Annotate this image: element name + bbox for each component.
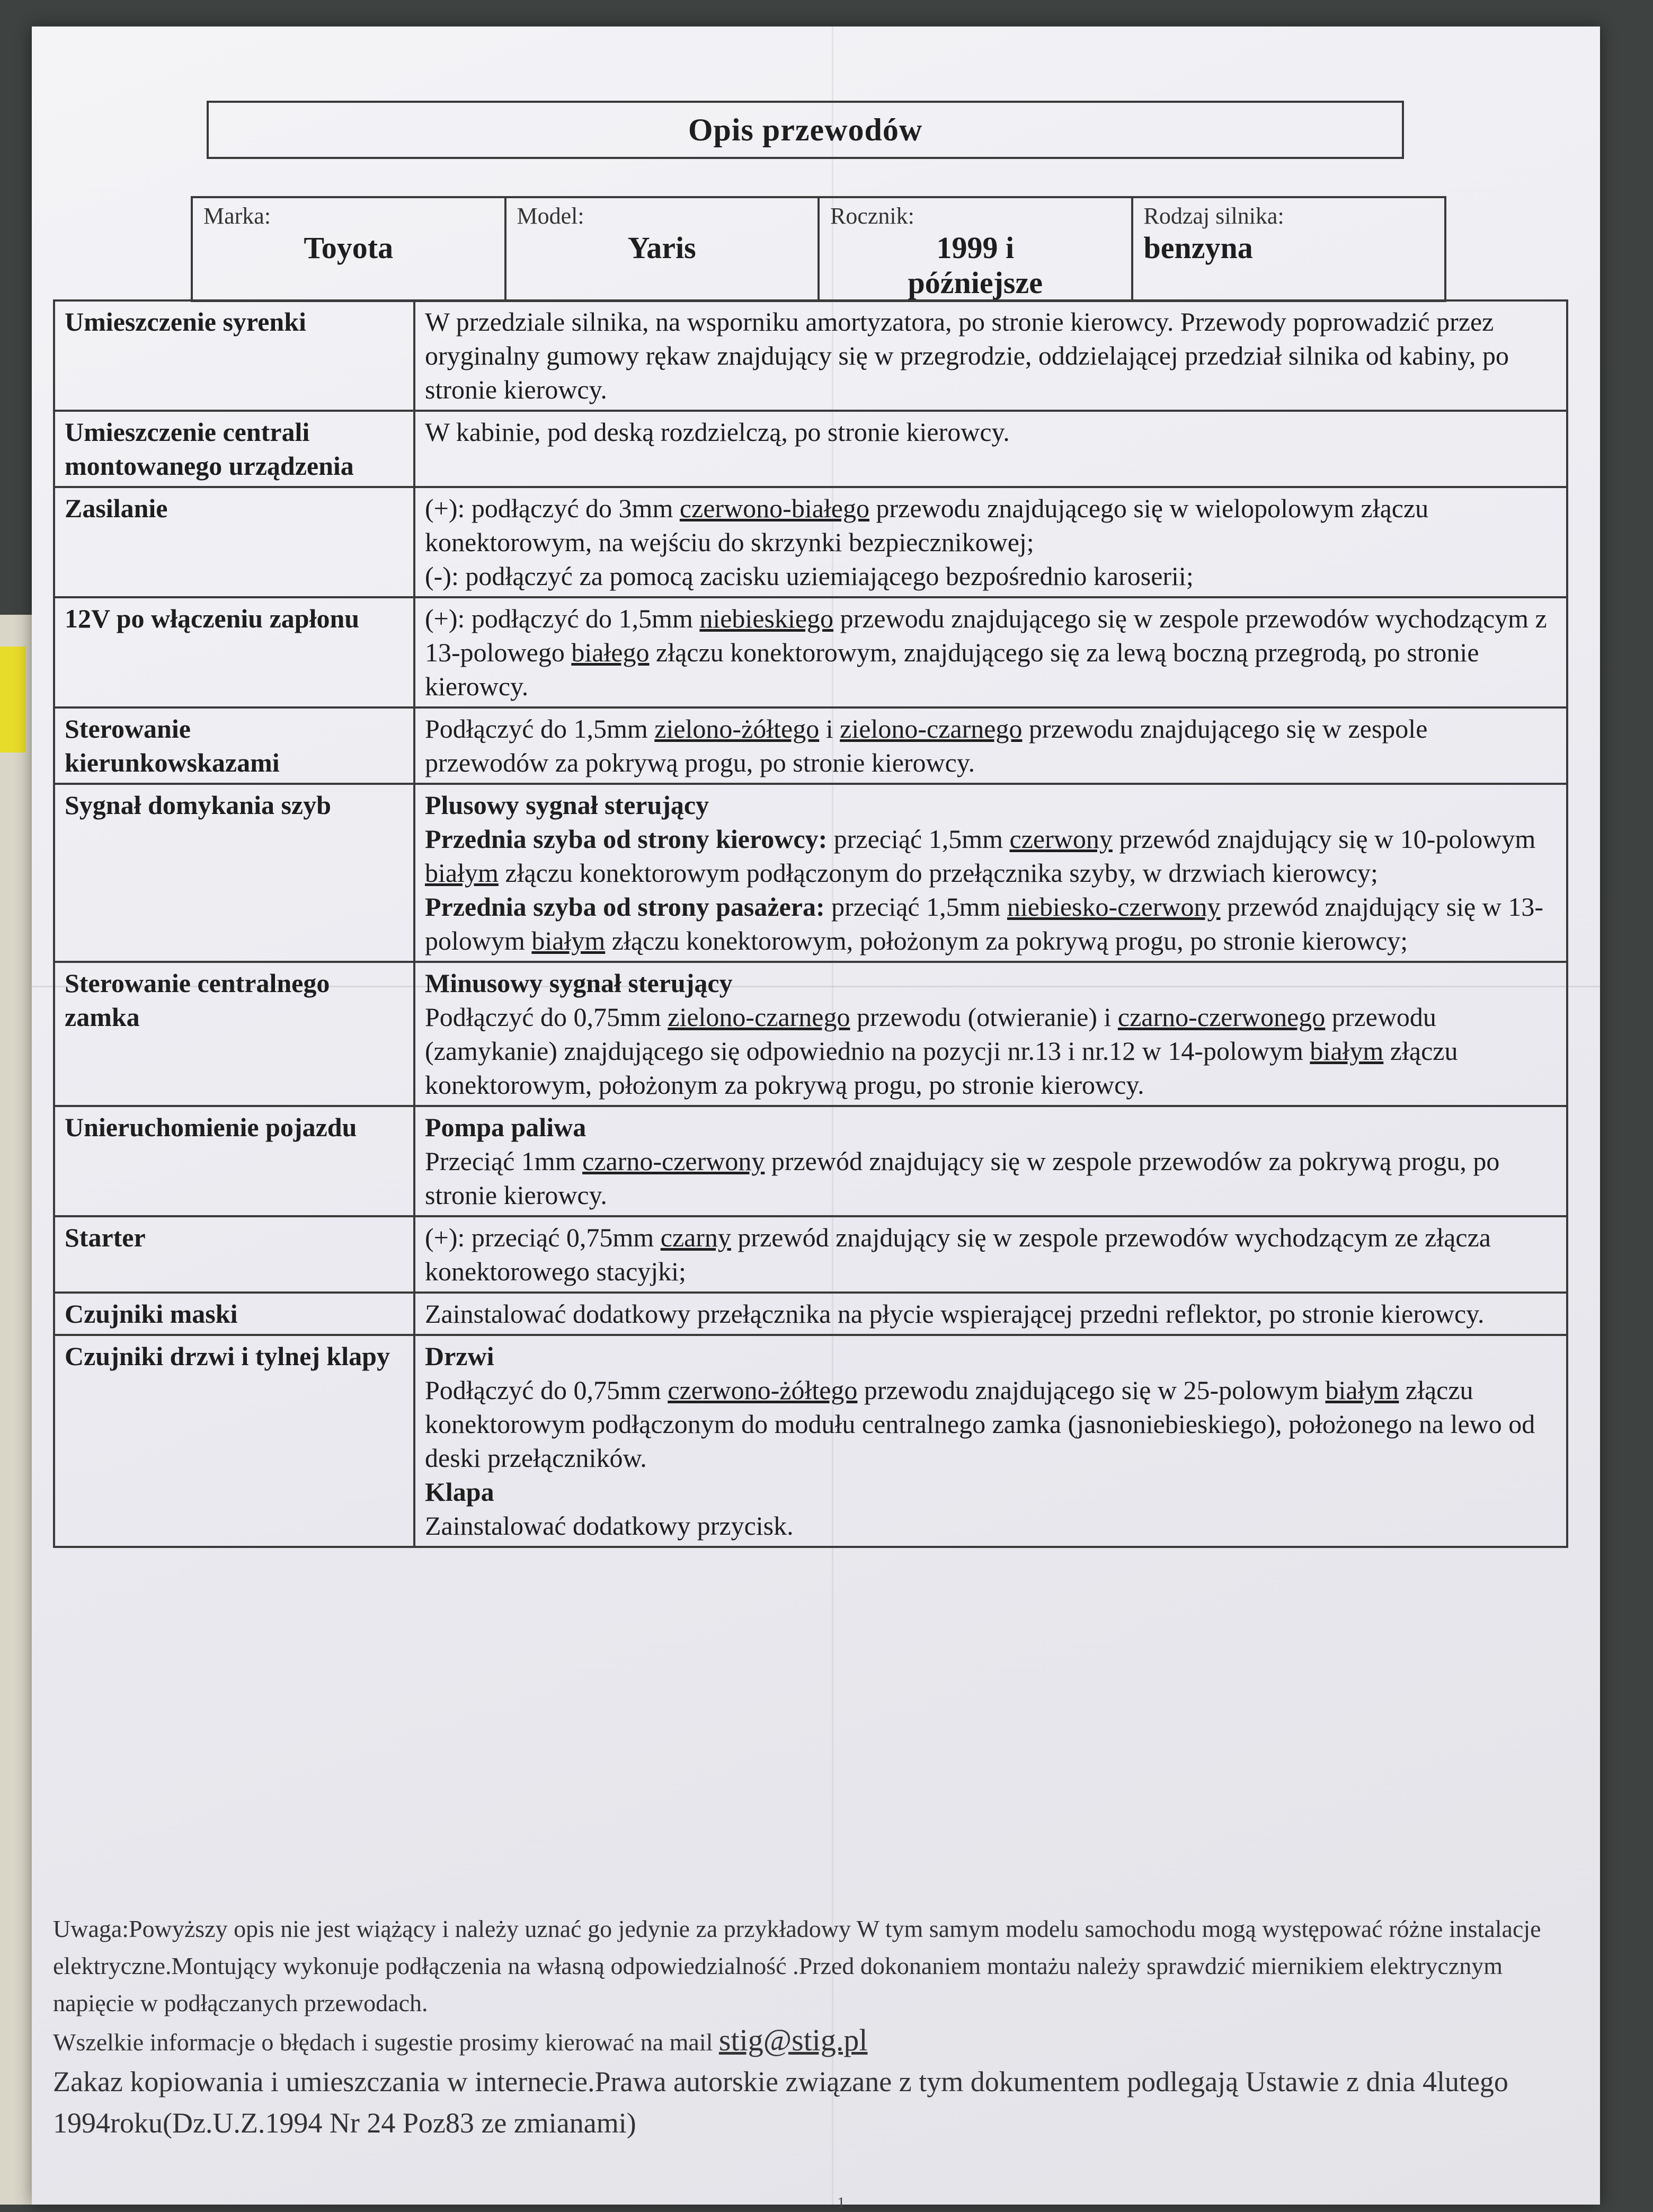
row-content	[414, 1106, 1567, 1216]
text-run: złączu konektorowym podłączonym do przełącznika szyby, w drzwiach kierowcy;	[498, 858, 1378, 888]
connector-color: białym	[1325, 1375, 1399, 1405]
wire-color: zielono-czarnego	[668, 1002, 850, 1032]
paragraph	[425, 1373, 1557, 1475]
text-run: przewód znajdujący się w 13-polowym	[425, 892, 1544, 955]
wire-color: czarno-czerwony	[582, 1146, 765, 1176]
row-label: Sterowanie kierunkowskazami	[54, 707, 414, 784]
silnik-cell	[1133, 198, 1445, 300]
text-run: (+): podłączyć do 1,5mm	[425, 604, 700, 633]
signal-heading: Plusowy sygnał sterujący	[425, 790, 709, 820]
row-label: Unieruchomienie pojazdu	[54, 1106, 414, 1216]
row-text: W kabinie, pod deską rozdzielczą, po stronie kierowcy.	[414, 411, 1567, 487]
row-content	[414, 597, 1567, 707]
contact-note	[53, 2022, 1589, 2061]
wire-color: czerwono-białego	[679, 493, 869, 523]
row-label: Czujniki drzwi i tylnej klapy	[54, 1335, 414, 1547]
row-content	[414, 1335, 1567, 1547]
rocznik-value-line2: późniejsze	[908, 266, 1043, 300]
text-run: i	[819, 714, 840, 744]
row-content	[414, 784, 1567, 962]
table-row	[54, 1335, 1567, 1547]
text-run: złączu konektorowym, położonym za pokrywą progu, po stronie kierowcy;	[605, 926, 1408, 955]
paragraph: (-): podłączyć za pomocą zacisku uziemiającego bezpośrednio karoserii;	[425, 561, 1194, 591]
table-row	[54, 1216, 1567, 1293]
silnik-value: benzyna	[1143, 231, 1253, 265]
table-row	[54, 1106, 1567, 1216]
rocznik-value-line1: 1999 i	[936, 231, 1015, 265]
page-title: Opis przewodów	[688, 112, 923, 147]
row-label: Sterowanie centralnego zamka	[54, 962, 414, 1106]
text-run: (+): przeciąć 0,75mm	[425, 1223, 661, 1252]
table-row	[54, 487, 1567, 597]
wire-color: czerwony	[1009, 824, 1113, 854]
connector-color: białym	[1310, 1036, 1384, 1066]
text-run: przewodu znajdującego się w 25-polowym	[857, 1375, 1326, 1405]
row-content	[414, 487, 1567, 597]
subheading: Przednia szyba od strony kierowcy:	[425, 824, 828, 854]
table-row	[54, 784, 1567, 962]
text-run: przewodu znajdującego się w wielopolowym złączu konektorowym, na wejściu do skrzynki bezpiecznikowej;	[425, 493, 1429, 557]
table-row	[54, 597, 1567, 707]
row-text: W przedziale silnika, na wsporniku amortyzatora, po stronie kierowcy. Przewody poprowadzić przez oryginalny gumowy rękaw znajdujący się w przegrodzie, oddzielającej przedział silnika od kabiny, po stronie kierowcy.	[414, 300, 1567, 411]
paragraph	[425, 822, 1557, 890]
text-run: przeciąć 1,5mm	[827, 824, 1010, 854]
model-label: Model:	[517, 203, 584, 229]
table-row	[54, 707, 1567, 784]
text-run: przewód znajdujący się w zespole przewodów za pokrywą progu, po stronie kierowcy.	[425, 1146, 1500, 1210]
row-label: 12V po włączeniu zapłonu	[54, 597, 414, 707]
text-run: przewodu (zamykanie) znajdującego się odpowiednio na pozycji nr.13 i nr.12 w 14-polowym	[425, 1002, 1436, 1066]
table-row	[54, 962, 1567, 1106]
wire-color: zielono-czarnego	[840, 714, 1023, 744]
row-label: Czujniki maski	[54, 1293, 414, 1335]
title-box	[207, 101, 1404, 159]
paragraph	[425, 890, 1557, 958]
wires-table	[53, 299, 1568, 1548]
row-label: Sygnał domykania szyb	[54, 784, 414, 962]
row-content	[414, 962, 1567, 1106]
text-run: przewodu znajdującego się w zespole przewodów wychodzącym z 13-polowego	[425, 604, 1547, 667]
rocznik-label: Rocznik:	[830, 203, 914, 229]
table-row	[54, 300, 1567, 411]
row-label: Umieszczenie syrenki	[54, 300, 414, 411]
text-run: (+): podłączyć do 3mm	[425, 493, 680, 523]
text-run: przewód znajdujący się w zespole przewodów wychodzącym ze złącza konektorowego stacyjki;	[425, 1223, 1491, 1286]
disclaimer-note: Uwaga:Powyższy opis nie jest wiążący i należy uznać go jedynie za przykładowy W tym samym modelu samochodu mogą występować różne instalacje elektryczne.Montujący wykonuje podłączenia na własną odpowiedzialność .Przed dokonaniem montażu należy sprawdzić miernikiem elektrycznym napięcie w podłączanych przewodach.	[53, 1915, 1541, 2016]
wire-color: czerwono-żółtego	[668, 1375, 858, 1405]
footer-notes	[53, 1910, 1589, 2144]
marka-label: Marka:	[203, 203, 271, 229]
text-run: Podłączyć do 0,75mm	[425, 1375, 668, 1405]
copyright-note: Zakaz kopiowania i umieszczania w internecie.Prawa autorskie związane z tym dokumentem podlegają Ustawie z dnia 4lutego 1994roku(Dz.U.Z.1994 Nr 24 Poz83 ze zmianami)	[53, 2066, 1508, 2139]
row-content	[414, 707, 1567, 784]
text-run: przeciąć 1,5mm	[824, 892, 1007, 922]
contact-text: Wszelkie informacje o błędach i sugestie prosimy kierować na mail	[53, 2029, 719, 2056]
model-cell	[506, 198, 820, 300]
wire-color: czarno-czerwonego	[1117, 1002, 1326, 1032]
row-text: Zainstalować dodatkowy przełącznika na płycie wspierającej przedni reflektor, po stronie kierowcy.	[414, 1293, 1567, 1335]
row-label: Starter	[54, 1216, 414, 1293]
text-run: złączu konektorowym podłączonym do modułu centralnego zamka (jasnoniebieskiego), położonego na lewo od deski przełączników.	[425, 1375, 1535, 1473]
wire-color: niebiesko-czerwony	[1007, 892, 1221, 922]
vehicle-header	[191, 196, 1446, 302]
row-label: Umieszczenie centrali montowanego urządzenia	[54, 411, 414, 487]
paragraph	[425, 1144, 1557, 1212]
subheading: Przednia szyba od strony pasażera:	[425, 892, 825, 922]
text-run: Podłączyć do 1,5mm	[425, 714, 655, 744]
paragraph: Zainstalować dodatkowy przycisk.	[425, 1511, 794, 1541]
marka-cell	[193, 198, 506, 300]
connector-color: białym	[425, 858, 499, 888]
row-content	[414, 1216, 1567, 1293]
connector-color: białego	[571, 638, 650, 667]
paragraph	[425, 1000, 1557, 1102]
rocznik-cell	[820, 198, 1133, 300]
table-row	[54, 1293, 1567, 1335]
document-page	[32, 26, 1600, 2211]
signal-heading: Klapa	[425, 1477, 494, 1507]
marka-value: Toyota	[304, 231, 394, 265]
text-run: Podłączyć do 0,75mm	[425, 1002, 668, 1032]
paragraph	[425, 491, 1557, 559]
email-link[interactable]: stig@stig.pl	[718, 2023, 868, 2057]
page-number: 1	[837, 2194, 845, 2211]
model-value: Yaris	[627, 231, 696, 265]
silnik-label: Rodzaj silnika:	[1143, 203, 1284, 229]
signal-heading: Minusowy sygnał sterujący	[425, 968, 733, 998]
text-run: przewodu znajdującego się w zespole przewodów za pokrywą progu, po stronie kierowcy.	[425, 714, 1428, 777]
row-label: Zasilanie	[54, 487, 414, 597]
wire-color: niebieskiego	[699, 604, 834, 633]
wire-color: czarny	[660, 1223, 731, 1252]
text-run: przewodu (otwieranie) i	[850, 1002, 1118, 1032]
signal-heading: Pompa paliwa	[425, 1112, 586, 1142]
text-run: złączu konektorowym, położonym za pokrywą progu, po stronie kierowcy.	[425, 1036, 1458, 1100]
text-run: przewód znajdujący się w 10-polowym	[1112, 824, 1536, 854]
text-run: Przeciąć 1mm	[425, 1146, 583, 1176]
connector-color: białym	[531, 926, 606, 955]
wire-color: zielono-żółtego	[654, 714, 820, 744]
text-run: złączu konektorowym, znajdującego się za lewą boczną przegrodą, po stronie kierowcy.	[425, 638, 1479, 701]
yellow-sheet-edge	[0, 647, 25, 753]
table-row	[54, 411, 1567, 487]
signal-heading: Drzwi	[425, 1341, 494, 1371]
